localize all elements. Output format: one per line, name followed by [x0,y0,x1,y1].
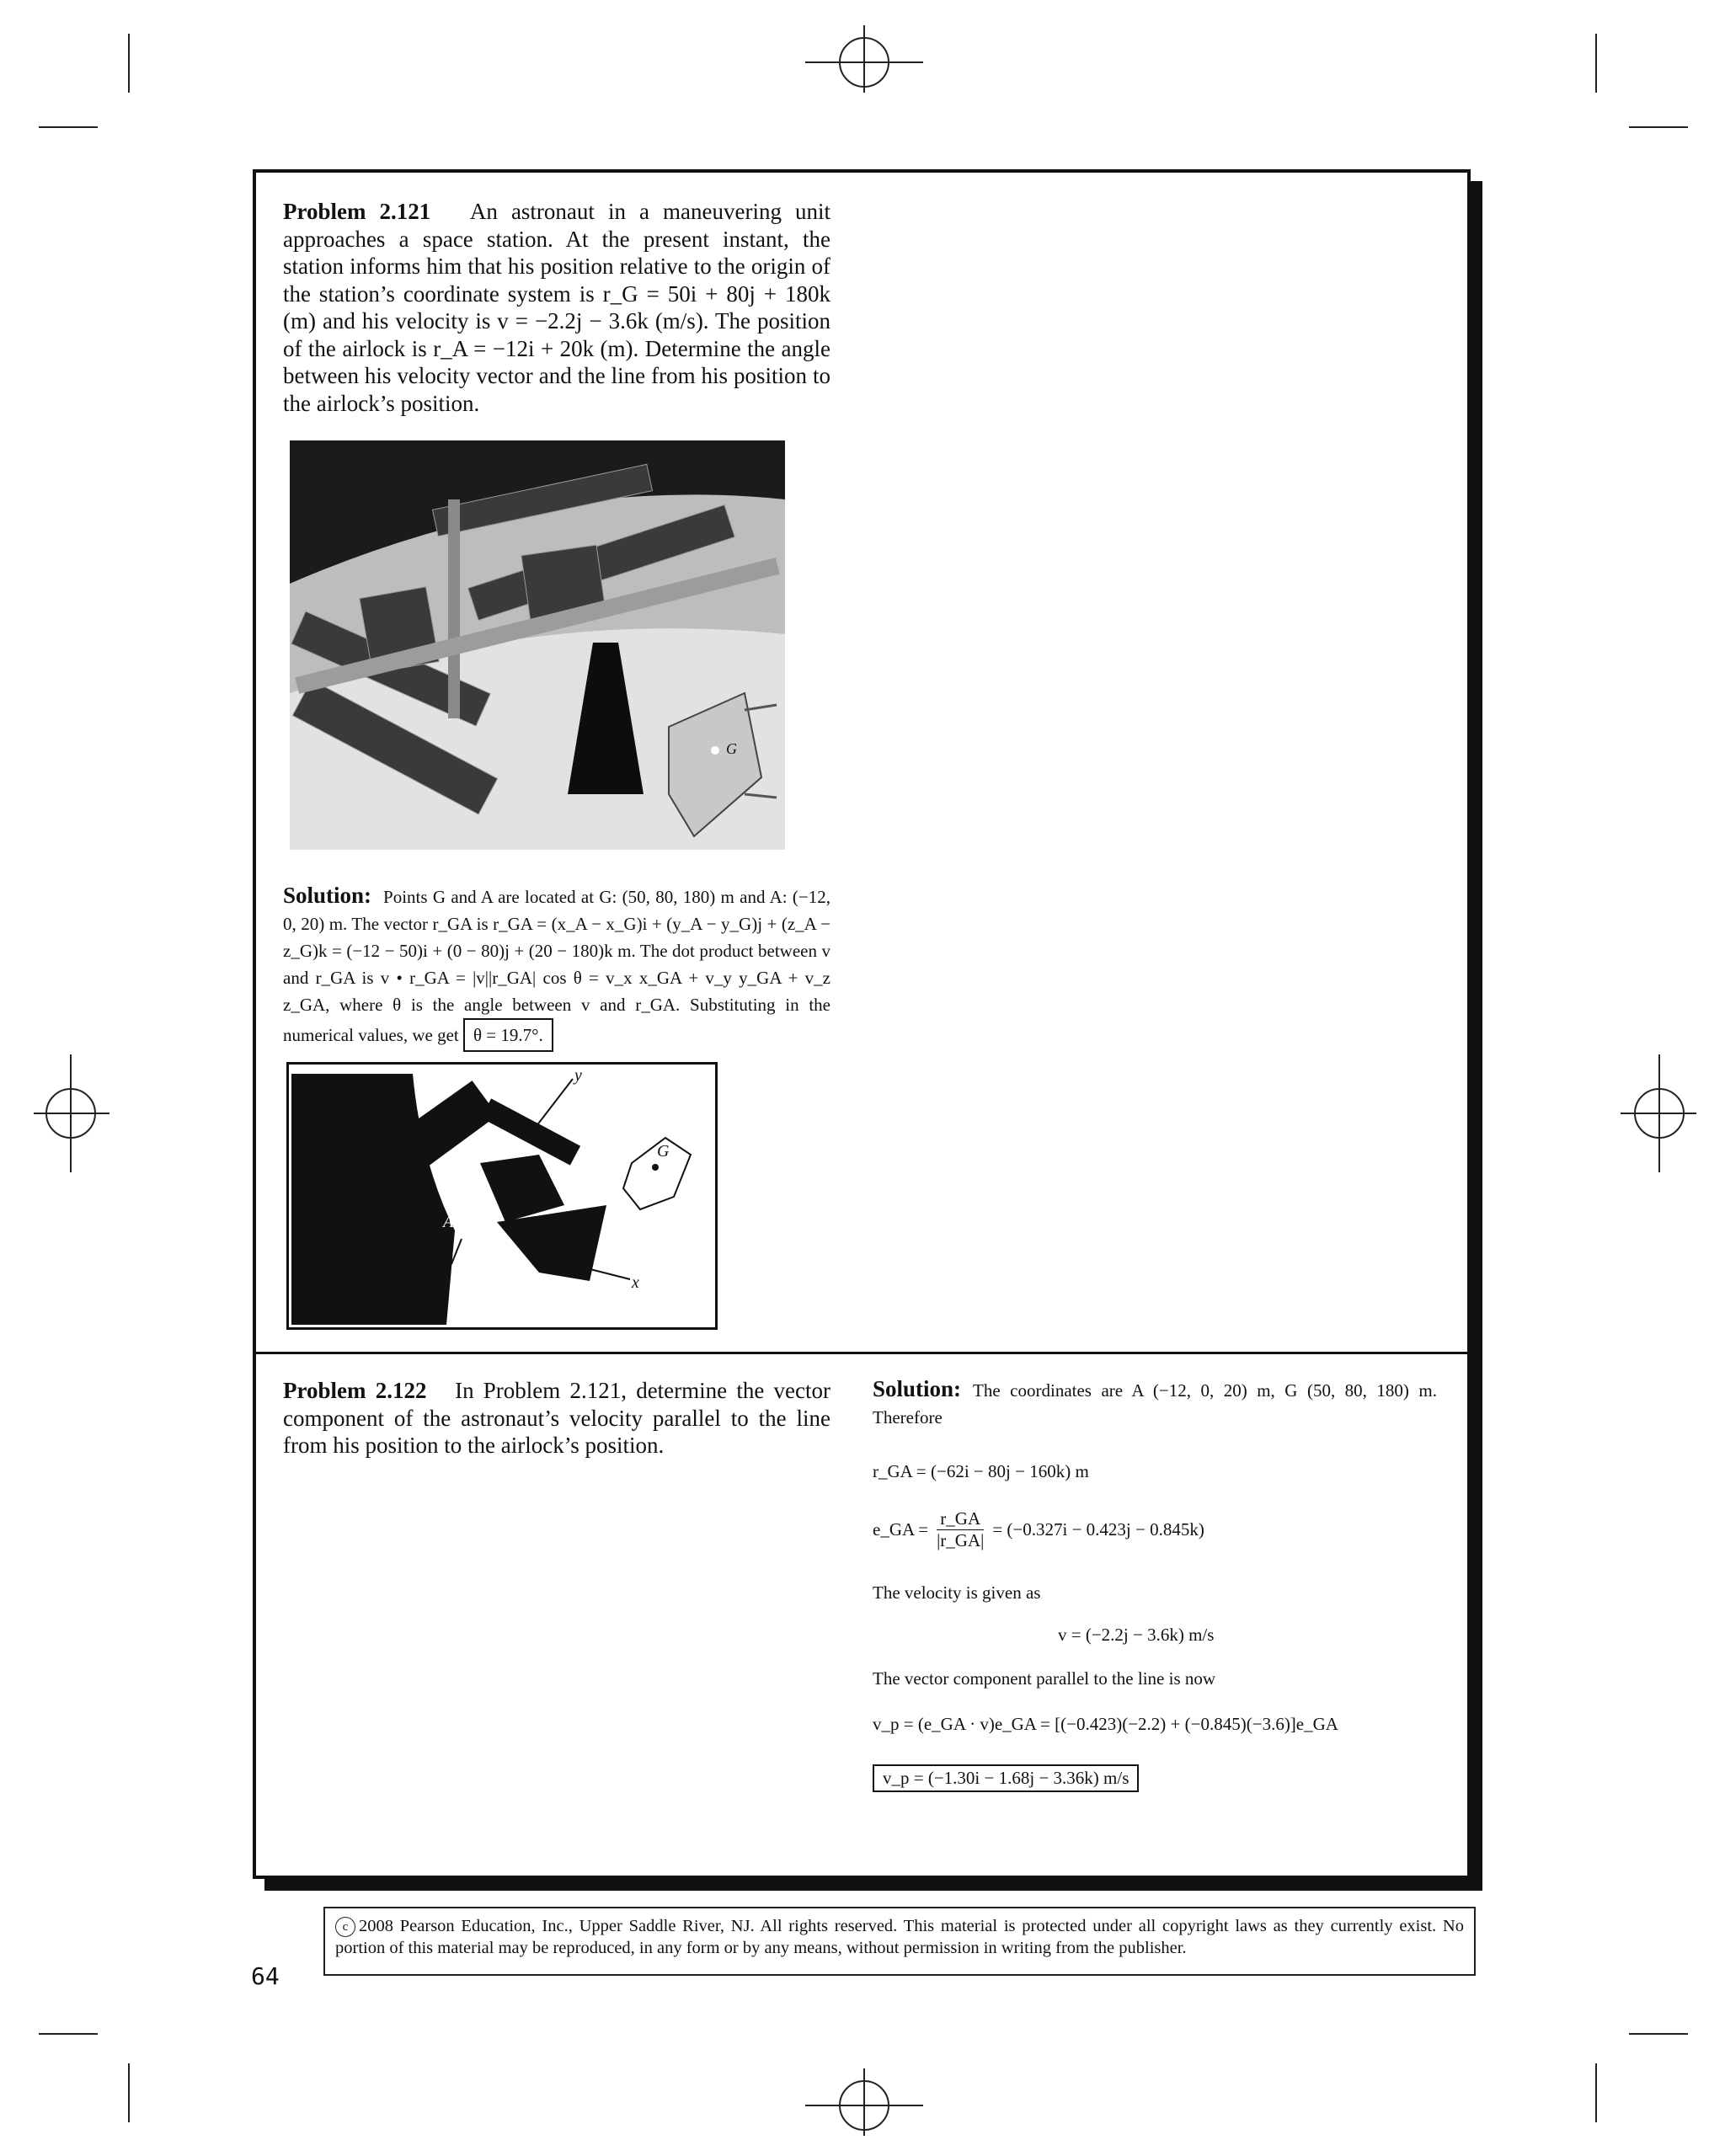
crop-mark [1629,2033,1688,2035]
section-divider [256,1352,1467,1354]
problem-121-solution-label: Solution: [283,883,372,908]
copyright-text: 2008 Pearson Education, Inc., Upper Saddle River, NJ. All rights reserved. This material is protected under all copyright laws as they currently exist. No portion of this material may be reproduced, in any form or by any means, without permission in writing from the publisher. [335,1917,1464,1958]
problem-122-solution [873,1375,1437,1431]
copyright-symbol: c [335,1917,355,1937]
equation-e-ga-left: e_GA = [873,1519,929,1540]
problem-122-answer: v_p = (−1.30i − 1.68j − 3.36k) m/s [873,1764,1139,1792]
copyright-notice [323,1907,1476,1976]
crop-mark [1629,126,1688,128]
problem-122-label: Problem 2.122 [283,1378,427,1403]
component-intro: The vector component parallel to the line is now [873,1668,1216,1689]
equation-e-ga [873,1508,1204,1551]
problem-121-label: Problem 2.121 [283,199,431,224]
problem-122-statement [283,1377,830,1460]
crop-mark [128,2063,130,2122]
problem-121-solution-text: Points G and A are located at G: (50, 80, 180) m and A: (−12, 0, 20) m. The vector r_GA is r_GA = (x_A − x_G)i + (y_A − y_G)j + (z_A − z_G)k = (−12 − 50)i + (0 − 80)j + (20 − 180)k m. The dot product between v and r_GA is v • r_GA = |v||r_GA| cos θ = v_x x_GA + v_y y_GA + v_z z_GA, where θ is the angle between v and r_GA. Substituting in the numerical values, we get [283,887,830,1045]
crop-mark [1595,2063,1597,2122]
problem-121-solution [283,882,830,1052]
crop-mark [1595,34,1597,93]
point-label-g: G [657,1142,670,1161]
problem-122-solution-label: Solution: [873,1376,962,1401]
registration-mark-line [34,1113,109,1114]
crop-mark [128,34,130,93]
content-frame [253,169,1471,1879]
axis-label-z: z [443,1260,450,1278]
equation-e-ga-right: = (−0.327i − 0.423j − 0.845k) [992,1519,1204,1540]
registration-mark-line [1658,1054,1660,1172]
page-number: 64 [251,1962,280,1990]
problem-121-text: An astronaut in a maneuvering unit approaches a space station. At the present instant, the station informs him that his position relative to the origin of the station’s coordinate system is r_G = 50i + 80j + 180k (m) and his velocity is v = −2.2j − 3.6k (m/s). The position of the airlock is r_A = −12i + 20k (m). Determine the angle between his velocity vector and the line from his position to the airlock’s position. [283,199,830,416]
crop-mark [39,126,98,128]
figure1-label-g: G [726,740,737,757]
point-label-a: A [443,1213,454,1231]
problem-122-intro: The coordinates are A (−12, 0, 20) m, G (50, 80, 180) m. Therefore [873,1380,1437,1428]
problem-122-text: In Problem 2.121, determine the vector component of the astronaut’s velocity parallel to the line from his position to the airlock’s position. [283,1378,830,1458]
problem-121-answer: θ = 19.7°. [463,1018,553,1052]
equation-e-ga-numerator: r_GA [937,1508,984,1530]
velocity-intro: The velocity is given as [873,1582,1041,1603]
registration-mark-line [863,25,865,93]
equation-component: v_p = (e_GA · v)e_GA = [(−0.423)(−2.2) + (−0.845)(−3.6)]e_GA [873,1714,1338,1734]
equation-e-ga-denominator: |r_GA| [937,1530,985,1550]
crop-mark [39,2033,98,2035]
registration-mark-line [70,1054,72,1172]
coordinate-system-figure [286,1062,718,1330]
equation-r-ga: r_GA = (−62i − 80j − 160k) m [873,1461,1089,1481]
equation-velocity: v = (−2.2j − 3.6k) m/s [1058,1625,1215,1645]
axis-label-x: x [632,1273,639,1292]
equation-e-ga-fraction [937,1508,984,1551]
registration-mark-line [863,2068,865,2136]
axis-label-y: y [574,1066,582,1085]
problem-121-statement [283,198,830,417]
space-station-photo [290,440,785,850]
